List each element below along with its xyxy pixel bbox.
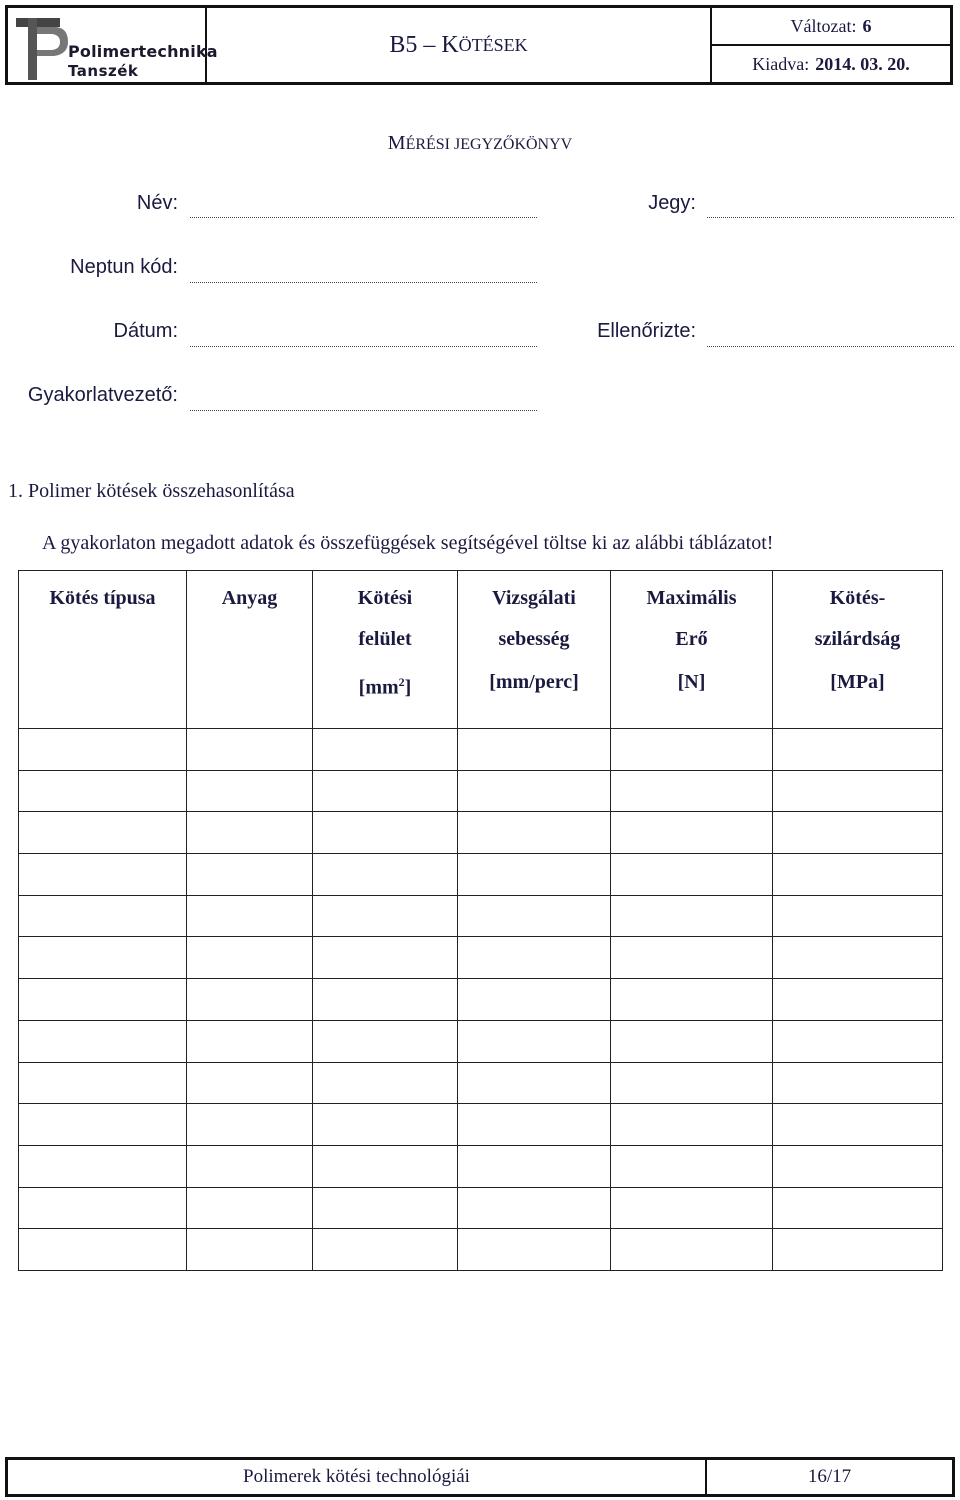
table-row: [19, 1145, 943, 1187]
table-cell[interactable]: [19, 729, 187, 771]
table-cell[interactable]: [458, 729, 611, 771]
grade-label: Jegy:: [648, 192, 696, 214]
table-cell[interactable]: [458, 1187, 611, 1229]
document-code-title: [207, 8, 712, 82]
table-cell[interactable]: [611, 937, 773, 979]
document-header: [5, 5, 953, 85]
table-cell[interactable]: [313, 937, 458, 979]
bond-comparison-table: [18, 570, 943, 1271]
table-row: [19, 1187, 943, 1229]
version-row: [712, 8, 950, 44]
table-cell[interactable]: [611, 1229, 773, 1271]
table-cell[interactable]: [773, 1187, 943, 1229]
protocol-title-rest: ÉRÉSI JEGYZŐKÖNYV: [405, 136, 573, 153]
table-cell[interactable]: [458, 1229, 611, 1271]
instructor-label: Gyakorlatvezető:: [27, 384, 178, 406]
col-header-bond-area: Kötési felület $[mm^2]$: [313, 571, 458, 729]
table-cell[interactable]: [313, 979, 458, 1021]
department-logo: [8, 8, 218, 82]
table-cell[interactable]: [773, 729, 943, 771]
table-cell[interactable]: [187, 1229, 313, 1271]
table-cell[interactable]: [773, 1020, 943, 1062]
table-cell[interactable]: [19, 937, 187, 979]
table-cell[interactable]: [458, 854, 611, 896]
issued-row: [712, 44, 950, 82]
table-body: [19, 729, 943, 1271]
table-cell[interactable]: [458, 770, 611, 812]
table-cell[interactable]: [187, 937, 313, 979]
table-cell[interactable]: [19, 854, 187, 896]
col-header-test-speed: Vizsgálati sebesség [mm/perc]: [458, 571, 611, 729]
protocol-title: [0, 132, 960, 155]
table-cell[interactable]: [313, 812, 458, 854]
document-meta: [712, 8, 950, 82]
title-rest-part: ÖTÉSEK: [458, 34, 528, 55]
table-cell[interactable]: [187, 979, 313, 1021]
checked-field[interactable]: [707, 346, 954, 347]
table-cell[interactable]: [19, 1187, 187, 1229]
table-cell[interactable]: [19, 1104, 187, 1146]
table-cell[interactable]: [19, 895, 187, 937]
table-cell[interactable]: [187, 812, 313, 854]
table-header-row: [19, 571, 943, 729]
table-cell[interactable]: [611, 812, 773, 854]
table-row: [19, 1104, 943, 1146]
table-cell[interactable]: [611, 1187, 773, 1229]
logo-text-line2: Tanszék: [68, 62, 139, 80]
table-cell[interactable]: [313, 1020, 458, 1062]
document-footer: [5, 1457, 955, 1497]
table-cell[interactable]: [313, 1062, 458, 1104]
section-heading: 1. Polimer kötések összehasonlítása: [8, 480, 295, 502]
table-cell[interactable]: [611, 979, 773, 1021]
table-cell[interactable]: [19, 1020, 187, 1062]
table-cell[interactable]: [187, 1187, 313, 1229]
title-first-part: B5 – K: [389, 31, 459, 58]
table-cell[interactable]: [611, 770, 773, 812]
table-cell[interactable]: [773, 895, 943, 937]
table-row: [19, 770, 943, 812]
table-cell[interactable]: [458, 1104, 611, 1146]
table-cell[interactable]: [458, 1062, 611, 1104]
table-cell[interactable]: [19, 770, 187, 812]
table-cell[interactable]: [313, 1104, 458, 1146]
table-cell[interactable]: [611, 1145, 773, 1187]
table-cell[interactable]: [458, 895, 611, 937]
table-row: [19, 895, 943, 937]
table-cell[interactable]: [313, 895, 458, 937]
neptun-label: Neptun kód:: [70, 256, 178, 278]
table-cell[interactable]: [773, 1104, 943, 1146]
version-value: 6: [862, 15, 872, 36]
date-field[interactable]: [190, 346, 537, 347]
table-cell[interactable]: [458, 1145, 611, 1187]
issued-label: Kiadva:: [752, 53, 810, 74]
table-cell[interactable]: [19, 979, 187, 1021]
table-row: [19, 729, 943, 771]
table-cell[interactable]: [773, 937, 943, 979]
table-row: [19, 812, 943, 854]
checked-label: Ellenőrizte:: [597, 320, 696, 342]
table-cell[interactable]: [313, 1187, 458, 1229]
version-label: Változat:: [790, 15, 857, 36]
table-cell[interactable]: [773, 770, 943, 812]
table-cell[interactable]: [313, 854, 458, 896]
table-cell[interactable]: [19, 1062, 187, 1104]
bond-area-unit: $[mm^2]$: [358, 675, 412, 699]
table-cell[interactable]: [611, 729, 773, 771]
table-cell[interactable]: [773, 854, 943, 896]
footer-page-number: 16/17: [807, 1466, 852, 1487]
table-cell[interactable]: [611, 1104, 773, 1146]
table-cell[interactable]: [19, 812, 187, 854]
table-cell[interactable]: [313, 1229, 458, 1271]
logo-text-line1: Polimertechnika: [68, 42, 218, 61]
table-cell[interactable]: [611, 895, 773, 937]
table-cell[interactable]: [611, 854, 773, 896]
table-row: [19, 854, 943, 896]
table-cell[interactable]: [313, 770, 458, 812]
table-cell[interactable]: [458, 979, 611, 1021]
col-header-bond-strength: Kötés- szilárdság [MPa]: [773, 571, 943, 729]
table-cell[interactable]: [773, 1062, 943, 1104]
grade-field[interactable]: [707, 217, 954, 218]
name-field[interactable]: [190, 217, 537, 218]
table-cell[interactable]: [458, 812, 611, 854]
neptun-field[interactable]: [190, 282, 537, 283]
instructor-field[interactable]: [190, 410, 537, 411]
protocol-title-first: M: [387, 132, 406, 154]
table-cell[interactable]: [773, 812, 943, 854]
table-cell[interactable]: [611, 1062, 773, 1104]
table-cell[interactable]: [773, 1145, 943, 1187]
table-cell[interactable]: [187, 770, 313, 812]
table-cell[interactable]: [773, 979, 943, 1021]
table-cell[interactable]: [187, 895, 313, 937]
polimertechnika-logo-mark: [14, 14, 74, 84]
name-label: Név:: [136, 192, 178, 214]
footer-title: Polimerek kötési technológiái: [8, 1460, 707, 1494]
date-label: Dátum:: [113, 320, 178, 342]
col-header-max-force: Maximális Erő [N]: [611, 571, 773, 729]
col-header-bond-type: Kötés típusa: [19, 571, 187, 729]
table-row: [19, 979, 943, 1021]
table-row: [19, 1020, 943, 1062]
table-cell[interactable]: [187, 1020, 313, 1062]
table-cell[interactable]: [19, 1145, 187, 1187]
table-row: [19, 1062, 943, 1104]
table-cell[interactable]: [458, 1020, 611, 1062]
table-cell[interactable]: [187, 1145, 313, 1187]
table-cell[interactable]: [187, 1104, 313, 1146]
table-cell[interactable]: [187, 854, 313, 896]
table-cell[interactable]: [187, 729, 313, 771]
table-cell[interactable]: [19, 1229, 187, 1271]
table-cell[interactable]: [313, 729, 458, 771]
table-cell[interactable]: [458, 937, 611, 979]
table-cell[interactable]: [187, 1062, 313, 1104]
table-row: [19, 1229, 943, 1271]
table-cell[interactable]: [313, 1145, 458, 1187]
table-cell[interactable]: [611, 1020, 773, 1062]
col-header-material: Anyag: [187, 571, 313, 729]
table-cell[interactable]: [773, 1229, 943, 1271]
section-intro: A gyakorlaton megadott adatok és összefüggések segítségével töltse ki az alábbi táblázatot!: [42, 532, 774, 554]
issued-value: 2014. 03. 20.: [815, 53, 910, 74]
table-row: [19, 937, 943, 979]
